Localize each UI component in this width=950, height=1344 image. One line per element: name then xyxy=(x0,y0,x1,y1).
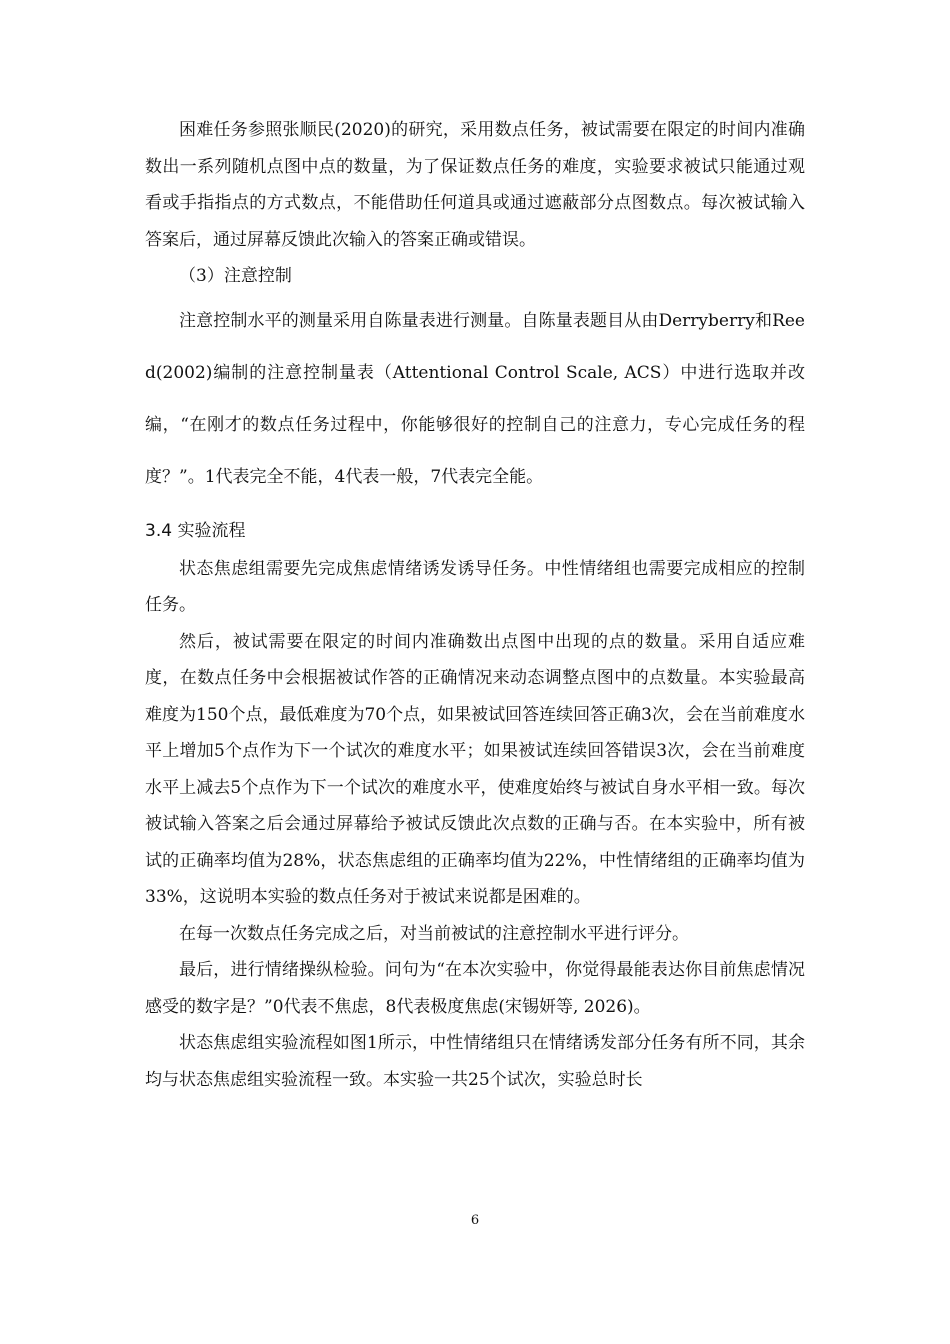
page-number: 6 xyxy=(470,1213,480,1228)
paragraph-manipulation-check: 最后，进行情绪操纵检验。问句为“在本次实验中，你觉得最能表达你目前焦虑情况感受的数字是？”0代表不焦虑，8代表极度焦虑(宋锡妍等, 2026)。 xyxy=(145,960,805,1017)
paragraph-difficult-task: 困难任务参照张顺民(2020)的研究，采用数点任务，被试需要在限定的时间内准确数出一系列随机点图中点的数量，为了保证数点任务的难度，实验要求被试只能通过观看或手指指点的方式数点，不能借助任何道具或通过遮蔽部分点图数点。每次被试输入答案后，通过屏幕反馈此次输入的答案正确或错误。 xyxy=(145,120,805,250)
document-body xyxy=(145,112,805,1098)
paragraph-anxiety-induction: 状态焦虑组需要先完成焦虑情绪诱发诱导任务。中性情绪组也需要完成相应的控制任务。 xyxy=(145,558,805,615)
paragraph-rating: 在每一次数点任务完成之后，对当前被试的注意控制水平进行评分。 xyxy=(179,923,689,944)
paragraph-procedure-figure: 状态焦虑组实验流程如图1所示，中性情绪组只在情绪诱发部分任务有所不同，其余均与状态焦虑组实验流程一致。本实验一共25个试次，实验总时长 xyxy=(145,1033,805,1090)
paragraph-adaptive-difficulty: 然后，被试需要在限定的时间内准确数出点图中出现的点的数量。采用自适应难度，在数点任务中会根据被试作答的正确情况来动态调整点图中的点数量。本实验最高难度为150个点，最低难度为70个点，如果被试回答连续回答正确3次，会在当前难度水平上增加5个点作为下一个试次的难度水平；如果被试连续回答错误3次，会在当前难度水平上减去5个点作为下一个试次的难度水平，使难度始终与被试自身水平相一致。每次被试输入答案之后会通过屏幕给予被试反馈此次点数的正确与否。在本实验中，所有被试的正确率均值为28%，状态焦虑组的正确率均值为22%，中性情绪组的正确率均值为33%，这说明本实验的数点任务对于被试来说都是困难的。 xyxy=(145,631,805,907)
paragraph-attention-measure: 注意控制水平的测量采用自陈量表进行测量。自陈量表题目从由Derryberry和Reed(2002)编制的注意控制量表（Attentional Control Scale, ACS）中进行选取并改编，“在刚才的数点任务过程中，你能够很好的控制自己的注意力，专心完成任务的程度？”。1代表完全不能，4代表一般，7代表完全能。 xyxy=(145,310,805,487)
section-heading-experiment-procedure: 3.4 实验流程 xyxy=(145,520,246,541)
subheading-attention-control: （3）注意控制 xyxy=(179,266,292,286)
